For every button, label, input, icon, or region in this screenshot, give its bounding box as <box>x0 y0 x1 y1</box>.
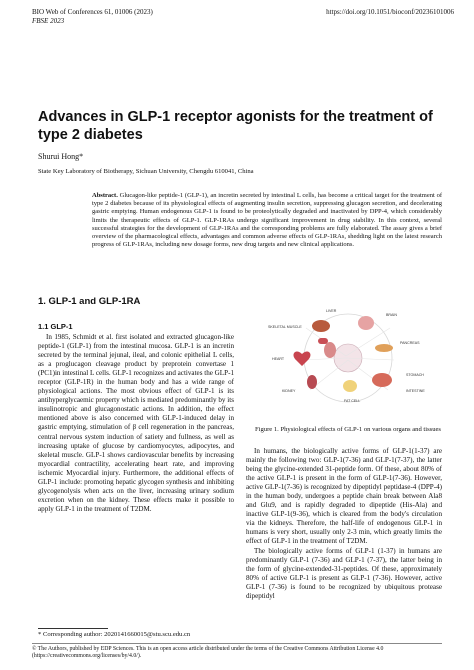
kidney-label: KIDNEY <box>282 389 296 393</box>
author-name: Shurui Hong* <box>38 152 84 161</box>
stomach-icon <box>324 342 336 358</box>
journal-line: BIO Web of Conferences 61, 01006 (2023) <box>32 8 153 16</box>
doi-link[interactable]: https://doi.org/10.1051/bioconf/20236101006 <box>326 8 454 16</box>
stomach-label: STOMACH <box>406 373 424 377</box>
pancreas-icon <box>375 344 393 352</box>
paragraph: The biologically active forms of GLP-1 (1-37) in humans are predominantly GLP-1 (7-36) and GLP-1 (7-37), the latter being in the form of glycine-extended-31-peptides. Of these, approximately 80% of active GLP-1 is present as GLP-1 (7-36). However, active GLP-1 (7-36) is found to be recognized by ubiquitous protease dipeptidyl <box>246 546 442 600</box>
heart-label: HEART <box>272 357 285 361</box>
paper-title: Advances in GLP-1 receptor agonists for the treatment of type 2 diabetes <box>38 109 433 143</box>
paragraph: In 1985, Schmidt et al. first isolated and extracted glucagon-like peptide-1 (GLP-1) from the intestinal mucosa. GLP-1 is an incretin secreted by the terminal jejunal, ileal, and colonic epithelial L cells, as a proglucagon cleavage product by preprotein convertase 1 (PC1)in intestinal L cells. GLP-1 recognizes and activates the GLP-1 receptor (GLP-1R) in the human body and has a wide range of physiological actions. The most obvious effect of GLP-1 is its antihyperglycaemic property which is mediated predominantly by its insulinotropic and glucagonostatic actions. In addition, the effect mentioned above is also concerned with GLP-1-induced delay in gastric emptying, stimulation of β cell regeneration in the pancreas, central nervous system induction of satiety and fullness, as well as increasing uptake of glucose by cardiomyocytes, adipocytes, and skeletal muscle. GLP-1 shows cardiovascular benefits by increasing myocardial contractility, accelerating heart rate, and improving ischemic Myocardial injury. Furthermore, the additional effects of GLP-1 include: promoting hepatic glycogen synthesis and inhibiting glycogenolysis when acts on the liver, increasing urinary sodium excretion when on the kidney. These effects make it possible to apply GLP-1 in the treatment of T2DM. <box>38 333 234 513</box>
conference-line: FBSE 2023 <box>32 17 65 25</box>
paragraph: In humans, the biologically active forms of GLP-1(1-37) are mainly the following two: GLP-1(7-36) and GLP-1(7-37), the latter being the glycine-extended 31-peptide form. Of these, about 80% of the active GLP-1 is present in the form of GLP-1(7-36). However, active GLP-1(7-36) is recognized by dipeptidyl peptidase-4 (DPP-4) in the human body, undergoes a peptide chain break between Ala8 and Glu9, and is rapidly degraded to dipeptide (His-Ala) and inactive GLP-1(9-36), which is cleared from the body's circulation via the kidneys. Therefore, the half-life of endogenous GLP-1 in humans is very short, usually only 2-3 min, which greatly limits the effect of GLP-1 in the treatment of T2DM. <box>246 447 442 546</box>
right-column <box>246 447 442 601</box>
abstract-text: Glucagon-like peptide-1 (GLP-1), an incretin secreted by intestinal L cells, has become a critical target for the treatment of type 2 diabetes because of its physiological effects of augmenting insulin secretion, suppressing glucagon secretion, and decelerating gastric emptying. Human endogenous GLP-1 is found to be proteolytically degraded and inactivated by DPP-4, which considerably limits the therapeutic effects of GLP-1. GLP-1RAs undergo significant improvement in drug stability. In this context, several successful strategies for the development of GLP-1RAs and the corresponding problems are fully elaborated. The assay gives a brief overview of the pharmacological effects, advantages and common adverse effects of GLP-1RAs, shedding light on the latest research progress of GLP-1RAs, including new dosage forms, new drug targets and new clinical applications. <box>92 192 442 249</box>
footer-rule <box>32 643 442 644</box>
brain-icon <box>358 316 374 330</box>
pancreas-label: PANCREAS <box>400 341 420 345</box>
footnote-rule <box>38 628 108 629</box>
skeletal-muscle-icon <box>318 338 328 344</box>
liver-icon <box>312 320 330 332</box>
section-heading: 1. GLP-1 and GLP-1RA <box>38 296 141 307</box>
heart-icon <box>294 352 311 366</box>
left-column <box>38 333 234 514</box>
abstract-label: Abstract. <box>92 192 118 199</box>
organ-effects-figure <box>246 298 450 416</box>
author-affiliation: State Key Laboratory of Biotherapy, Sichuan University, Chengdu 610041, China <box>38 168 254 175</box>
intestine-icon <box>372 373 392 387</box>
liver-label: LIVER <box>326 309 337 313</box>
brain-label: BRAIN <box>386 313 397 317</box>
subsection-heading: 1.1 GLP-1 <box>38 322 73 331</box>
running-header-left <box>32 8 153 26</box>
abstract <box>92 192 442 249</box>
skeletal-muscle-label: SKELETAL MUSCLE <box>268 325 302 329</box>
copyright-notice: © The Authors, published by EDP Sciences. This is an open access article distributed under the terms of the Creative Commons Attribution License 4.0 (https://creativecommons.org/licenses/by/4.0/). <box>32 646 384 659</box>
kidney-icon <box>307 375 317 389</box>
intestine-label: INTESTINE <box>406 389 425 393</box>
fat-cell-label: FAT CELL <box>344 399 361 403</box>
figure-caption: Figure 1. Physiological effects of GLP-1 on various organs and tissues <box>254 426 441 433</box>
footnote: * Corresponding author: 2020141660015@stu.scu.edu.cn <box>38 631 191 638</box>
fat-cell-icon <box>343 380 357 392</box>
